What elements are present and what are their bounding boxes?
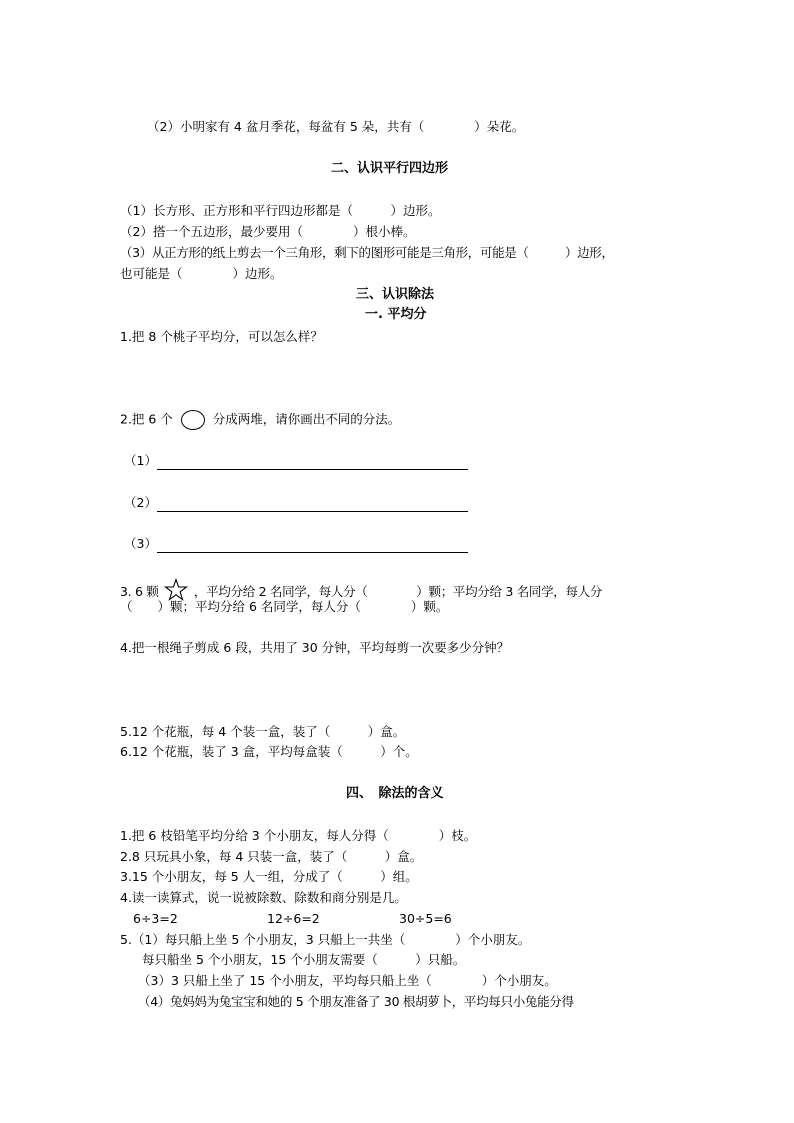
sec4-question-3: 3.15 个小朋友，每 5 人一组，分成了（ ）组。 (120, 869, 418, 884)
section-3-title: 三、认识除法 (356, 287, 435, 302)
sec4-question-1: 1.把 6 枝铅笔平均分给 3 个小朋友，每人分得（ ）枝。 (120, 828, 477, 843)
sec2-question-3-line2: 也可能是（ ）边形。 (120, 266, 283, 281)
equation-1: 6÷3=2 (133, 911, 178, 926)
question-3-pre: 3. 6 颗 (120, 584, 159, 599)
question-flowers: （2）小明家有 4 盆月季花，每盆有 5 朵，共有（ ）朵花。 (147, 119, 525, 134)
blank-label-3: （3） (124, 536, 157, 551)
question-3-post: ，平均分给 2 名同学，每人分（ ）颗；平均分给 3 名同学，每人分 (193, 584, 603, 599)
answer-line-2[interactable] (157, 511, 468, 512)
blank-label-1: （1） (124, 453, 157, 468)
answer-line-1[interactable] (157, 469, 468, 470)
question-1: 1.把 8 个桃子平均分，可以怎么样？ (120, 329, 323, 344)
sec4-question-4: 4.读一读算式，说一说被除数、除数和商分别是几。 (120, 890, 407, 905)
blank-label-2: （2） (124, 495, 157, 510)
sec4-question-5-2: 每只船坐 5 个小朋友，15 个小朋友需要（ ）只船。 (142, 952, 466, 967)
section-2-title: 二、认识平行四边形 (331, 161, 449, 176)
question-2 (120, 410, 400, 430)
question-2-post: 分成两堆，请你画出不同的分法。 (212, 411, 401, 427)
section-3-subtitle: 一. 平均分 (365, 307, 427, 322)
sec2-question-2: （2）搭一个五边形，最少要用（ ）根小棒。 (120, 224, 416, 239)
equation-2: 12÷6=2 (267, 911, 320, 926)
question-2-pre: 2.把 6 个 (120, 411, 173, 427)
oval-icon (181, 410, 205, 430)
question-3-line2: （ ）颗；平均分给 6 名同学，每人分（ ）颗。 (120, 599, 449, 614)
sec4-question-5-4: （4）兔妈妈为兔宝宝和她的 5 个朋友准备了 30 根胡萝卜，平均每只小兔能分得 (138, 994, 574, 1009)
question-4: 4.把一根绳子剪成 6 段，共用了 30 分钟，平均每剪一次要多少分钟？ (120, 640, 510, 655)
question-5: 5.12 个花瓶，每 4 个装一盒，装了（ ）盒。 (120, 724, 406, 739)
question-6: 6.12 个花瓶，装了 3 盒，平均每盒装（ ）个。 (120, 744, 418, 759)
sec2-question-3-line1: （3）从正方形的纸上剪去一个三角形，剩下的图形可能是三角形，可能是（ ）边形， (120, 245, 614, 260)
sec2-question-1: （1）长方形、正方形和平行四边形都是（ ）边形。 (120, 203, 441, 218)
equation-3: 30÷5=6 (399, 911, 452, 926)
sec4-question-5-1: 5.（1）每只船上坐 5 个小朋友，3 只船上一共坐（ ）个小朋友。 (120, 932, 531, 947)
sec4-question-5-3: （3）3 只船上坐了 15 个小朋友，平均每只船上坐（ ）个小朋友。 (138, 973, 557, 988)
sec4-question-2: 2.8 只玩具小象，每 4 只装一盒，装了（ ）盒。 (120, 849, 423, 864)
answer-line-3[interactable] (157, 552, 468, 553)
section-4-title: 四、 除法的含义 (346, 786, 444, 801)
